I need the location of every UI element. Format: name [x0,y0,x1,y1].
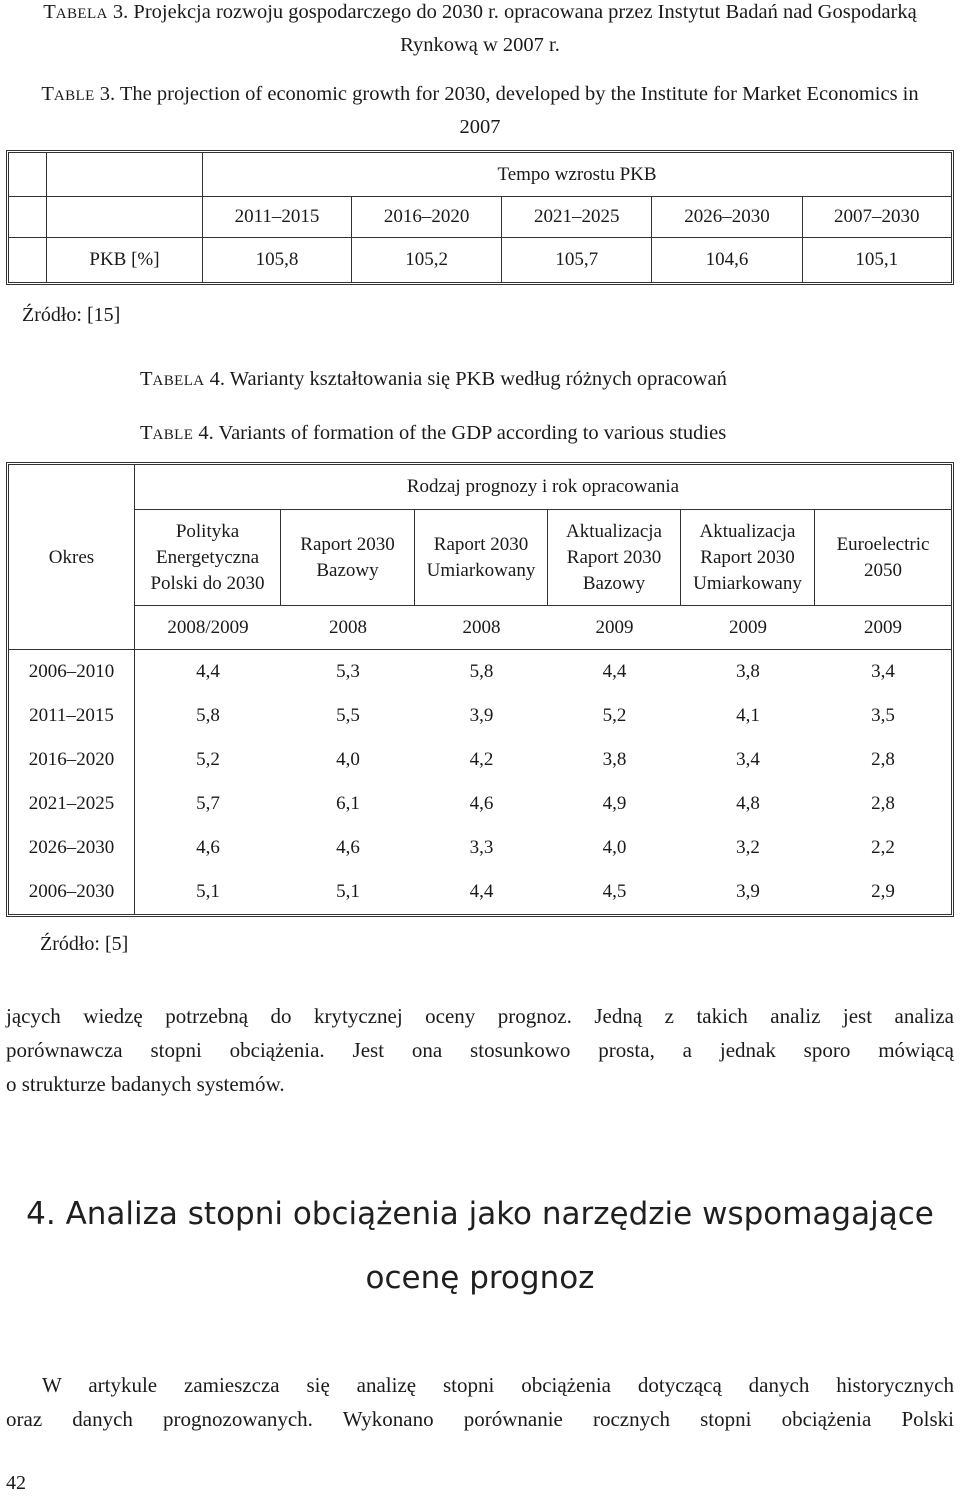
table4-cell: 4,4 [602,661,627,682]
table4-cell: 3,4 [736,749,760,770]
table4-cell: 3,3 [469,837,494,858]
table4-year: 2008 [415,606,548,650]
table4-cell: 5,3 [336,661,360,682]
table-row [9,238,951,282]
table4-cell: 2,8 [871,793,895,814]
table3-caption-en: TABLE 3. The projection of economic growth for 2030, developed by the Institute for Market Economics in 2007 [41,83,919,138]
table4-cell: 3,9 [736,881,760,902]
table4-period: 2026–2030 [9,826,135,870]
table3-period-header: 2011–2015 [203,197,352,238]
table3-blank-b [47,153,203,197]
table4-cell: 5,8 [469,661,494,682]
table3-blank-a [9,153,47,197]
table3-cell: 105,2 [352,238,502,282]
table4-period: 2016–2020 [9,738,135,782]
table4-year: 2009 [548,606,681,650]
table4-col-header: Euroelectric 2050 [815,510,951,606]
paragraph-2: W artykule zamieszcza się analizę stopni obciążenia dotyczącą danych historycznych oraz danych prognozowanych. Wykonano porównanie rocznych stopni obciążenia Polski [6,1373,954,1431]
table4-year: 2009 [815,606,951,650]
table3-period-header: 2026–2030 [652,197,802,238]
table4-caption [140,364,900,451]
table4-cell: 4,6 [196,837,220,858]
table3-period-header: 2007–2030 [803,197,951,238]
table4-period: 2006–2030 [9,870,135,914]
table4-cell: 3,5 [871,705,895,726]
table3-cell: 104,6 [652,238,802,282]
table3-group-header: Tempo wzrostu PKB [203,153,951,197]
table4-cell: 4,6 [336,837,360,858]
table-row [9,694,951,738]
paragraph-1: jących wiedzę potrzebną do krytycznej oceny prognoz. Jedną z takich analiz jest analiza porównawcza stopni obciążenia. Jest ona stosunkowo prosta, a jednak sporo mówiącą o strukturze badanych systemów. [6,1004,954,1096]
table4-period: 2006–2010 [9,650,135,694]
table4-cell: 4,0 [602,837,627,858]
table4-cell: 5,2 [602,705,627,726]
table4-cell: 2,8 [871,749,895,770]
table4-cell: 4,4 [196,661,220,682]
table4-cell: 3,9 [469,705,494,726]
table4-cell: 3,8 [736,661,760,682]
table4-period: 2021–2025 [9,782,135,826]
table4-caption-pl: TABELA 4. Warianty kształtowania się PKB według różnych opracowań [140,368,727,390]
table4-cell: 4,1 [736,705,760,726]
table4 [6,462,954,917]
table4-source: Źródło: [5] [40,933,129,955]
table-row [9,870,951,914]
table4-group-header: Rodzaj prognozy i rok opracowania [135,465,951,510]
section-heading: 4. Analiza stopni obciążenia jako narzędzie wspomagające ocenę prognoz [26,1196,934,1296]
table4-caption-en: TABLE 4. Variants of formation of the GDP according to various studies [140,422,727,444]
table-row [9,782,951,826]
table-row [9,738,951,782]
table4-cell: 5,1 [336,881,360,902]
table3-cell: 105,1 [855,249,899,270]
table4-col-header: Raport 2030 Umiarkowany [415,510,548,606]
table3-row-label: PKB [%] [47,238,203,282]
table4-cell: 4,8 [736,793,760,814]
table4-year: 2009 [681,606,815,650]
table3-source: Źródło: [15] [22,304,121,326]
table4-col-header: Raport 2030 Bazowy [281,510,415,606]
table3-caption [30,0,930,143]
table3-period-header: 2016–2020 [352,197,502,238]
table4-cell: 5,5 [336,705,360,726]
table4-cell: 4,0 [336,749,360,770]
table4-cell: 5,7 [196,793,220,814]
table4-cell: 3,8 [602,749,627,770]
table4-cell: 5,8 [196,705,220,726]
table3 [6,150,954,285]
table-row [9,650,951,694]
table3-cell: 105,7 [502,238,652,282]
page-number: 42 [6,1472,26,1494]
table4-col-header: Aktualizacja Raport 2030 Bazowy [548,510,681,606]
table-row [9,826,951,870]
table4-cell: 6,1 [336,793,360,814]
table4-cell: 4,2 [469,749,494,770]
table4-okres-label: Okres [9,510,135,606]
table4-cell: 4,4 [469,881,494,902]
table4-cell: 2,9 [871,881,895,902]
table4-year: 2008 [281,606,415,650]
table3-period-header: 2021–2025 [502,197,652,238]
table4-cell: 5,1 [196,881,220,902]
table4-year: 2008/2009 [135,606,281,650]
table3-cell: 105,8 [203,238,352,282]
table4-col-header: Polityka Energetyczna Polski do 2030 [135,510,281,606]
table4-cell: 3,4 [871,661,895,682]
table4-cell: 2,2 [871,837,895,858]
table4-cell: 4,6 [469,793,494,814]
table4-cell: 4,5 [602,881,627,902]
table4-period: 2011–2015 [9,694,135,738]
table3-caption-pl: TABELA 3. Projekcja rozwoju gospodarczego do 2030 r. opracowana przez Instytut Badań nad Gospodarką Rynkową w 2007 r. [43,1,917,56]
table4-cell: 5,2 [196,749,220,770]
table4-cell: 4,9 [602,793,627,814]
table4-col-header: Aktualizacja Raport 2030 Umiarkowany [681,510,815,606]
table4-cell: 3,2 [736,837,760,858]
